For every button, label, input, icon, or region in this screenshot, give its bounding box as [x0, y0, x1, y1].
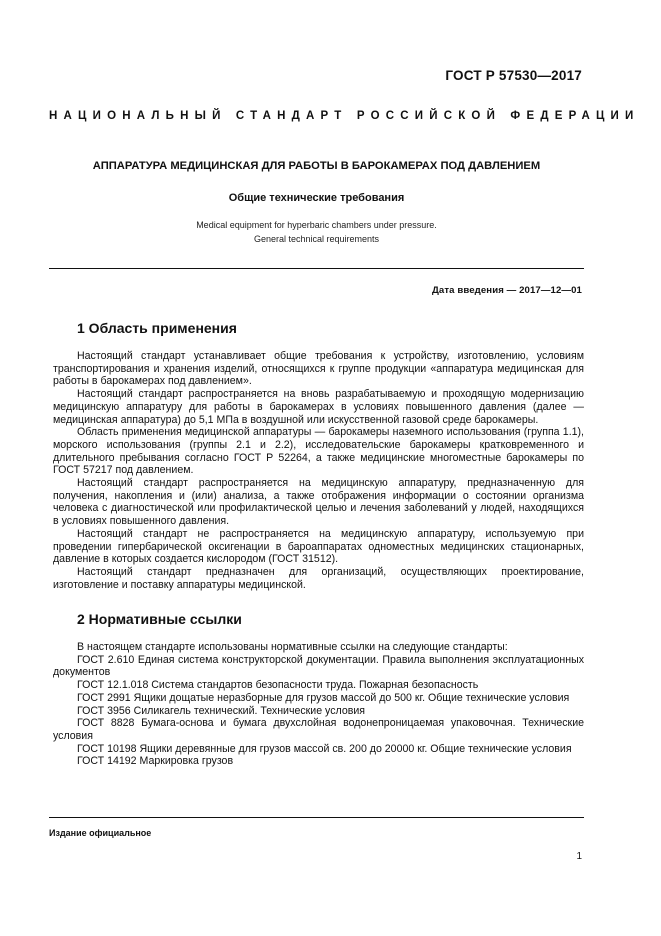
section-1-paragraph: Настоящий стандарт распространяется на медицинскую аппаратуру, предназначенную для получения, накопления и (или) анализа, а также отображения информации о состоянии организма человека с диагностической или профилактической целью и лечения заболеваний у людей, находящихся в условиях повышенного давления.: [53, 477, 584, 528]
reference-item: ГОСТ 10198 Ящики деревянные для грузов массой св. 200 до 20000 кг. Общие технические условия: [77, 742, 572, 755]
standard-subtitle: Общие технические требования: [228, 192, 405, 204]
references-intro: В настоящем стандарте использованы нормативные ссылки на следующие стандарты:: [77, 641, 508, 653]
reference-item: ГОСТ 14192 Маркировка грузов: [77, 755, 234, 768]
english-title: [49, 218, 584, 246]
section-1-paragraph: Настоящий стандарт распространяется на вновь разрабатываемую и проходящую модернизацию медицинскую аппаратуру для работы в барокамерах в условиях повышенного давления (далее — медицинская аппаратура) до 5,1 МПа в воздушной или искусственной газовой среде барокамеры.: [53, 388, 584, 426]
section-2-heading: 2 Нормативные ссылки: [77, 611, 242, 627]
section-1-body: [53, 350, 584, 591]
footer-divider: [49, 817, 584, 818]
header-divider: [49, 268, 584, 269]
document-number: ГОСТ Р 57530—2017: [445, 68, 582, 83]
introduction-date: Дата введения — 2017—12—01: [432, 285, 582, 296]
page-number: 1: [576, 851, 582, 862]
section-2-body: [53, 641, 584, 768]
section-1-paragraph: Настоящий стандарт предназначен для организаций, осуществляющих проектирование, изготовление и поставку аппаратуры медицинской.: [53, 565, 584, 591]
section-1-paragraph: Область применения медицинской аппаратуры — барокамеры наземного использования (группа 1.1), морского использования (группы 2.1 и 2.2), исследовательские барокамеры кратковременного и длительного пребывания согласно ГОСТ Р 52264, а также медицинские многоместные барокамеры по ГОСТ 57217 под давлением.: [53, 426, 584, 477]
national-standard-heading: НАЦИОНАЛЬНЫЙ СТАНДАРТ РОССИЙСКОЙ ФЕДЕРАЦИИ: [49, 110, 640, 122]
reference-item: ГОСТ 8828 Бумага-основа и бумага двухслойная водонепроницаемая упаковочная. Технические условия: [53, 717, 584, 742]
reference-item: ГОСТ 12.1.018 Система стандартов безопасности труда. Пожарная безопасность: [77, 679, 479, 692]
section-1-paragraph: Настоящий стандарт устанавливает общие требования к устройству, изготовлению, условиям транспортирования и хранения изделий, относящихся к группе продукции «аппаратура медицинская для работы в барокамерах под давлением».: [53, 350, 584, 388]
standard-title: АППАРАТУРА МЕДИЦИНСКАЯ ДЛЯ РАБОТЫ В БАРОКАМЕРАХ ПОД ДАВЛЕНИЕМ: [92, 160, 541, 172]
reference-item: ГОСТ 2991 Ящики дощатые неразборные для грузов массой до 500 кг. Общие технические условия: [77, 691, 570, 704]
section-1-paragraph: Настоящий стандарт не распространяется на медицинскую аппаратуру, используемую при проведении гипербарической оксигенации в бароаппаратах одноместных медицинских стационарных, давление в которых создается кислородом (ГОСТ 31512).: [53, 527, 584, 566]
english-title-line-2: General technical requirements: [253, 234, 380, 244]
english-title-line-1: Medical equipment for hyperbaric chambers under pressure.: [196, 220, 437, 230]
section-1-heading: 1 Область применения: [77, 320, 237, 336]
edition-label: Издание официальное: [49, 828, 152, 838]
reference-item: ГОСТ 3956 Силикагель технический. Технические условия: [77, 704, 366, 717]
reference-item: ГОСТ 2.610 Единая система конструкторской документации. Правила выполнения эксплуатационных документов: [53, 653, 584, 679]
